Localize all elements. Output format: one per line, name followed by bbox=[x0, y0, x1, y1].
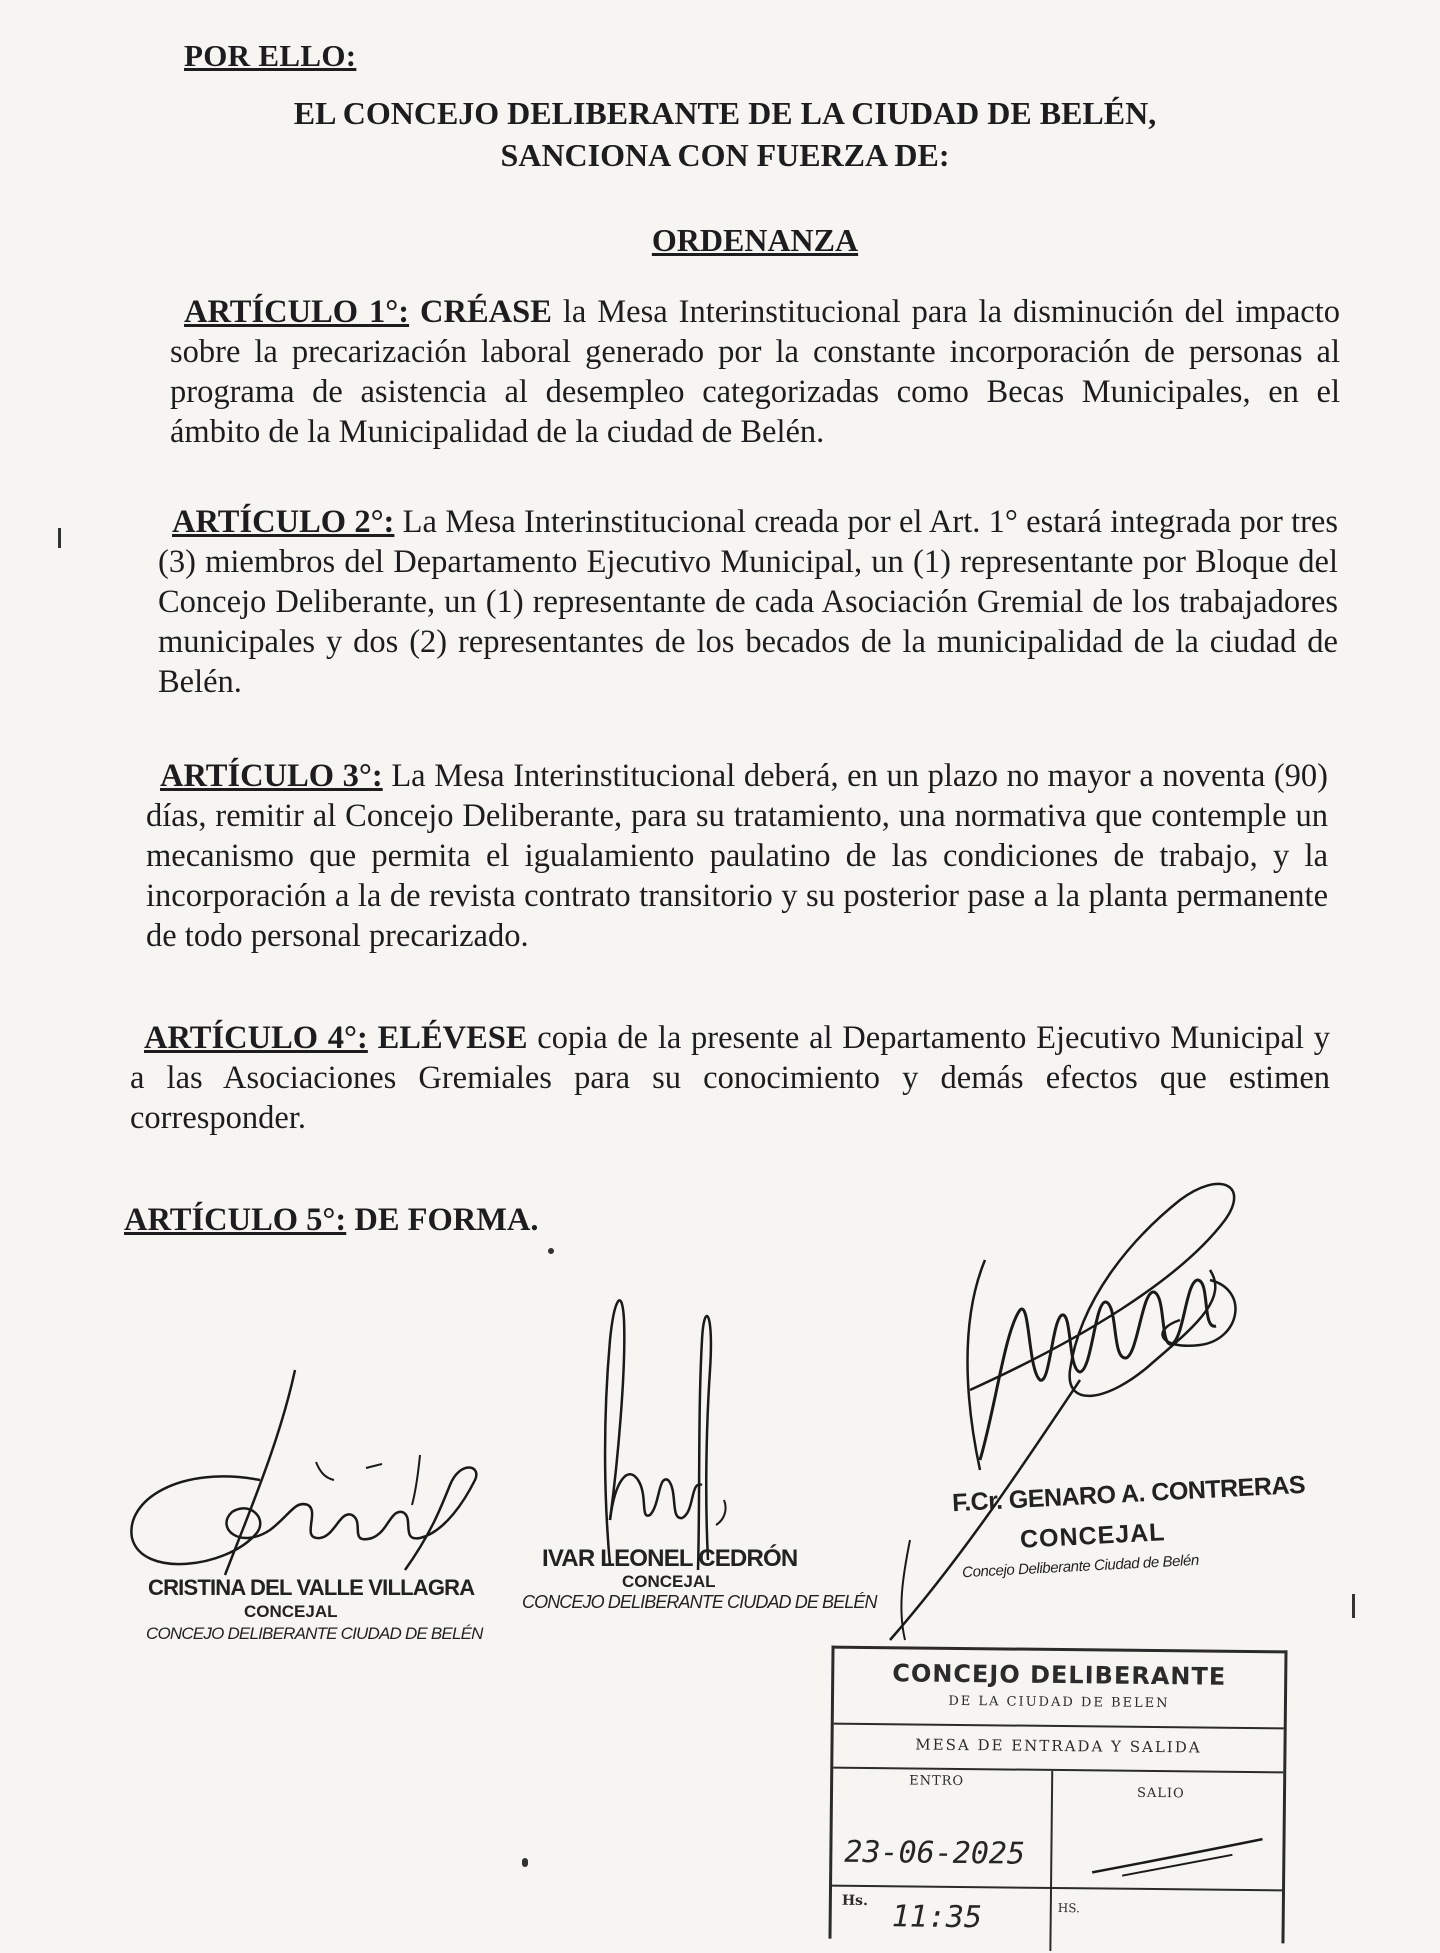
stamp-hours-label: Hs. bbox=[841, 1892, 868, 1910]
article-5-label: ARTÍCULO 5°: bbox=[124, 1202, 347, 1238]
article-4-keyword: ELÉVESE bbox=[377, 1020, 528, 1056]
ink-dot bbox=[522, 1858, 528, 1867]
margin-mark bbox=[1352, 1594, 1355, 1618]
stamp-subtitle: DE LA CIUDAD DE BELEN bbox=[948, 1693, 1170, 1712]
margin-mark bbox=[58, 528, 61, 548]
article-2-text: La Mesa Interinstitucional creada por el Art. 1° estará integrada por tres (3) miembros del Departamento Ejecutivo Municipal, un (1) representante por Bloque del Concejo Deliberante, un (1) representante de cada Asociación Gremial de los trabajadores municipales y dos (2) representantes de los becados de la municipalidad de la ciudad de Belén. bbox=[158, 504, 1338, 700]
heading-por-ello: POR ELLO: bbox=[184, 38, 357, 73]
stamp-title: CONCEJO DELIBERANTE bbox=[892, 1659, 1227, 1691]
article-4 bbox=[130, 1018, 1330, 1138]
ordinance-title: ORDENANZA bbox=[651, 222, 859, 258]
stamp-desk-label: MESA DE ENTRADA Y SALIDA bbox=[915, 1735, 1202, 1757]
article-1-keyword: CRÉASE bbox=[420, 294, 552, 330]
signer-name: IVAR LEONEL CEDRÓN bbox=[542, 1545, 798, 1572]
signer-organization: CONCEJO DELIBERANTE CIUDAD DE BELÉN bbox=[146, 1624, 483, 1643]
stamp-out-label: SALIO bbox=[1136, 1785, 1185, 1802]
signer-role: CONCEJAL bbox=[622, 1572, 716, 1591]
article-4-label: ARTÍCULO 4°: bbox=[144, 1020, 368, 1056]
article-1-label: ARTÍCULO 1°: bbox=[184, 294, 410, 330]
signer-role: CONCEJAL bbox=[1019, 1518, 1167, 1554]
council-line-1: EL CONCEJO DELIBERANTE DE LA CIUDAD DE BELÉN, bbox=[293, 95, 1157, 131]
signature-block-cedron bbox=[510, 1280, 877, 1630]
stamp-divider bbox=[833, 1767, 1283, 1774]
article-3-text: La Mesa Interinstitucional deberá, en un plazo no mayor a noventa (90) días, remitir al Concejo Deliberante, para su tratamiento, una normativa que contemple un mecanismo que permita el igualamiento paulatino de las condiciones de trabajo, y la incorporación a la de revista contrato transitorio y su posterior pase a la planta permanente de todo personal precarizado. bbox=[146, 758, 1328, 954]
signer-role: CONCEJAL bbox=[244, 1602, 338, 1621]
council-line-2: SANCIONA CON FUERZA DE: bbox=[500, 137, 950, 173]
signer-name: F.Cr. GENARO A. CONTRERAS bbox=[951, 1470, 1306, 1518]
signature-block-contreras bbox=[880, 1140, 1306, 1610]
signer-organization: CONCEJO DELIBERANTE CIUDAD DE BELÉN bbox=[522, 1592, 877, 1612]
stamp-in-label: ENTRO bbox=[909, 1773, 965, 1790]
article-1-text: la Mesa Interinstitucional para la disminución del impacto sobre la precarización laboral generado por la constante incorporación de personas al programa de asistencia al desempleo categorizadas como Becas Municipales, en el ámbito de la Municipalidad de la ciudad de Belén. bbox=[170, 294, 1341, 450]
council-header bbox=[150, 92, 1300, 176]
handwritten-signature-villagra bbox=[120, 1360, 480, 1600]
stamp-date: 23-06-2025 bbox=[844, 1834, 1026, 1872]
handwritten-signature-cedron bbox=[510, 1280, 840, 1570]
stamp-column-divider bbox=[1049, 1771, 1053, 1951]
article-5-keyword: DE FORMA bbox=[354, 1202, 531, 1238]
article-3-label: ARTÍCULO 3°: bbox=[160, 758, 383, 794]
stamp-hours-label-right: HS. bbox=[1057, 1901, 1080, 1916]
article-3 bbox=[146, 756, 1328, 956]
stamp-time: 11:35 bbox=[891, 1899, 983, 1936]
article-2 bbox=[158, 502, 1338, 702]
stamp-initials-icon bbox=[1082, 1827, 1283, 1889]
article-2-label: ARTÍCULO 2°: bbox=[172, 504, 395, 540]
stamp-divider bbox=[834, 1723, 1284, 1730]
article-1 bbox=[170, 292, 1340, 452]
handwritten-signature-contreras bbox=[880, 1140, 1280, 1660]
signer-name: CRISTINA DEL VALLE VILLAGRA bbox=[148, 1575, 475, 1600]
ink-dot bbox=[548, 1248, 554, 1254]
reception-stamp bbox=[828, 1646, 1287, 1944]
article-5-text: . bbox=[530, 1202, 539, 1238]
article-4-text: copia de la presente al Departamento Ejecutivo Municipal y a las Asociaciones Gremiales para su conocimiento y demás efectos que estimen corresponder. bbox=[130, 1020, 1331, 1136]
signer-organization: Concejo Deliberante Ciudad de Belén bbox=[961, 1551, 1200, 1582]
signature-block-villagra bbox=[120, 1360, 483, 1660]
